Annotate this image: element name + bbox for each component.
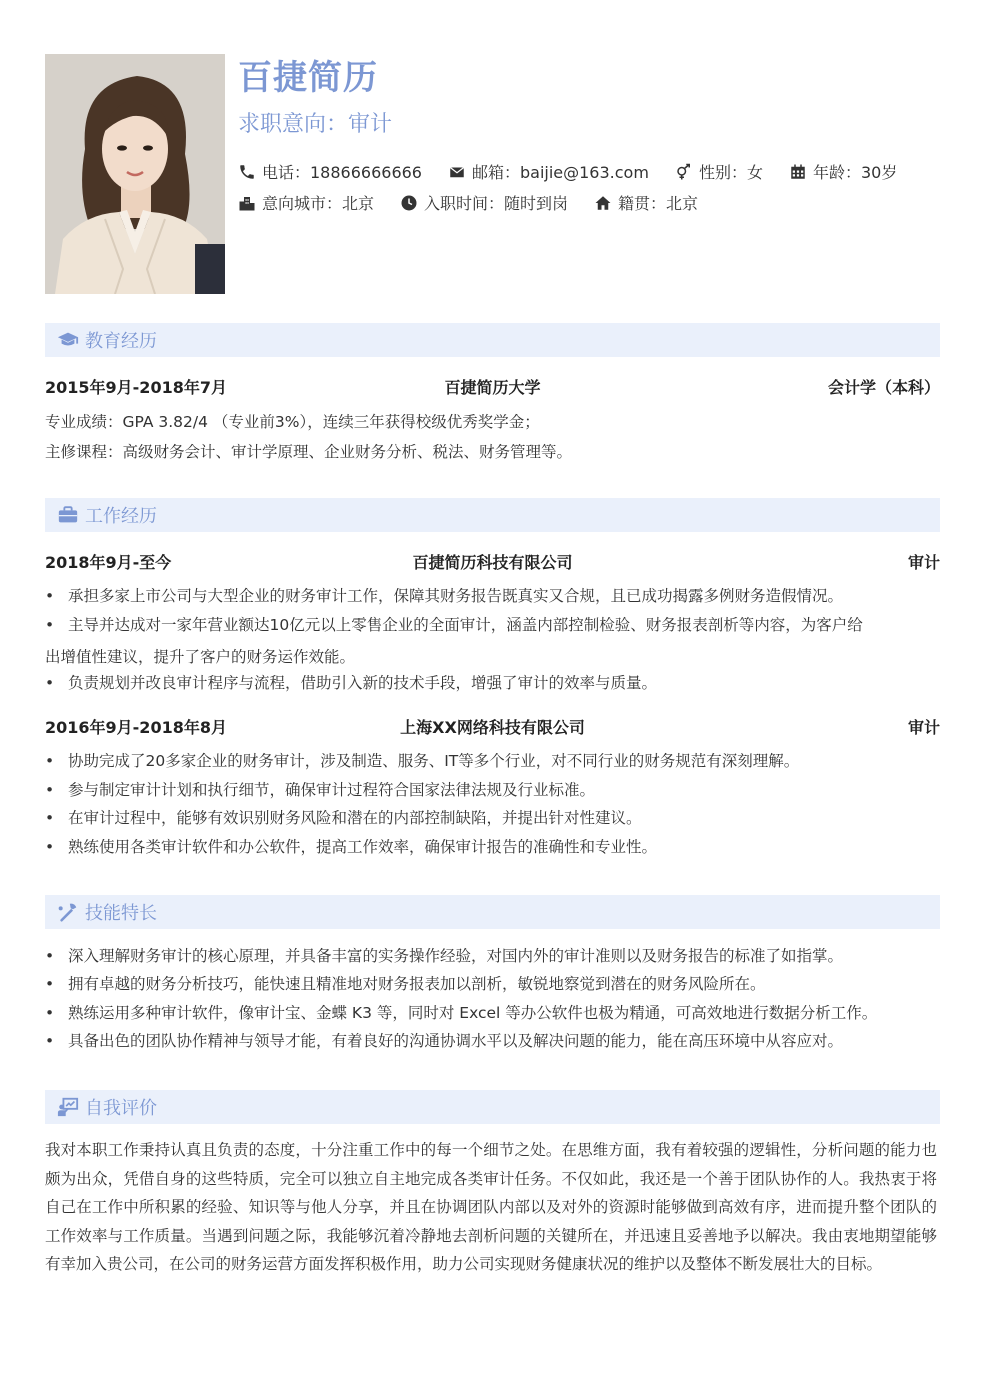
section-title-education: 教育经历 bbox=[85, 331, 157, 352]
contact-email-text: 邮箱：baijie@163.com bbox=[471, 163, 649, 182]
resume-name: 百捷简历 bbox=[238, 58, 378, 98]
work-bullet: • 协助完成了20多家企业的财务审计，涉及制造、服务、IT等多个行业，对不同行业的财务规范有深刻理解。 bbox=[45, 752, 800, 770]
work-bullet: • 负责规划并改良审计程序与流程，借助引入新的技术手段，增强了审计的效率与质量。 bbox=[45, 674, 658, 692]
work-entry bbox=[45, 715, 940, 739]
skill-bullet: • 深入理解财务审计的核心原理，并具备丰富的实务操作经验，对国内外的审计准则以及财务报告的标准了如指掌。 bbox=[45, 947, 844, 965]
work-bullet: • 主导并达成对一家年营业额达10亿元以上零售企业的全面审计，涵盖内部控制检验、财务报表剖析等内容，为客户给 bbox=[45, 616, 863, 634]
briefcase-icon bbox=[57, 504, 79, 526]
work-company: 上海XX网络科技有限公司 bbox=[400, 718, 585, 737]
contact-age bbox=[789, 160, 897, 183]
section-title-self-eval: 自我评价 bbox=[85, 1098, 157, 1119]
contact-hometown bbox=[594, 191, 698, 214]
gender-icon bbox=[675, 163, 693, 181]
city-icon bbox=[238, 194, 256, 212]
job-intent bbox=[238, 107, 392, 138]
education-period: 2015年9月-2018年7月 bbox=[45, 378, 227, 397]
self-eval-paragraph: 我对本职工作秉持认真且负责的态度，十分注重工作中的每一个细节之处。在思维方面，我有着较强的逻辑性，分析问题的能力也颇为出众，凭借自身的这些特质，完全可以独立自主地完成各类审计任务。不仅如此，我还是一个善于团队协作的人。我热衷于将自己在工作中所积累的经验、知识等与他人分享，并且在协调团队内部以及对外的资源时能够做到高效有序，进而提升整个团队的工作效率与工作质量。当遇到问题之际，我能够沉着冷静地去剖析问题的关键所在，并迅速且妥善地予以解决。我由衷地期望能够有幸加入贵公司，在公司的财务运营方面发挥积极作用，助力公司实现财务健康状况的维护以及整体不断发展壮大的目标。 bbox=[45, 1141, 937, 1274]
education-school: 百捷简历大学 bbox=[444, 378, 541, 397]
work-role: 审计 bbox=[907, 553, 940, 572]
education-line: 主修课程：高级财务会计、审计学原理、企业财务分析、税法、财务管理等。 bbox=[45, 443, 573, 461]
contact-start-time bbox=[400, 191, 568, 214]
skill-bullet: • 熟练运用多种审计软件，像审计宝、金蝶 K3 等，同时对 Excel 等办公软件也极为精通，可高效地进行数据分析工作。 bbox=[45, 1004, 878, 1022]
skill-bullet: • 具备出色的团队协作精神与领导才能，有着良好的沟通协调水平以及解决问题的能力，能在高压环境中从容应对。 bbox=[45, 1032, 844, 1050]
contact-city bbox=[238, 191, 374, 214]
work-bullet: • 在审计过程中，能够有效识别财务风险和潜在的内部控制缺陷，并提出针对性建议。 bbox=[45, 809, 642, 827]
calendar-icon bbox=[789, 163, 807, 181]
mail-icon bbox=[448, 163, 466, 181]
work-bullet: • 承担多家上市公司与大型企业的财务审计工作，保障其财务报告既真实又合规，且已成功揭露多例财务造假情况。 bbox=[45, 587, 844, 605]
job-intent-label: 求职意向： bbox=[238, 112, 349, 137]
section-header-self-eval bbox=[45, 1090, 940, 1124]
presentation-icon bbox=[57, 1096, 79, 1118]
work-role: 审计 bbox=[907, 718, 940, 737]
section-header-skills bbox=[45, 895, 940, 929]
education-line: 专业成绩：GPA 3.82/4 （专业前3%），连续三年获得校级优秀奖学金； bbox=[45, 413, 540, 431]
clock-icon bbox=[400, 194, 418, 212]
section-title-work: 工作经历 bbox=[85, 506, 157, 527]
work-bullet: • 熟练使用各类审计软件和办公软件，提高工作效率，确保审计报告的准确性和专业性。 bbox=[45, 838, 658, 856]
contact-city-text: 意向城市：北京 bbox=[262, 194, 375, 213]
contact-email bbox=[448, 160, 649, 183]
education-entry bbox=[45, 375, 940, 399]
contact-gender-text: 性别：女 bbox=[698, 163, 763, 182]
home-icon bbox=[594, 194, 612, 212]
profile-photo bbox=[45, 54, 225, 294]
work-period: 2016年9月-2018年8月 bbox=[45, 718, 227, 737]
section-header-education bbox=[45, 323, 940, 357]
contact-row-1 bbox=[238, 160, 923, 183]
contact-gender bbox=[675, 160, 763, 183]
contact-hometown-text: 籍贯：北京 bbox=[618, 194, 699, 213]
contact-phone bbox=[238, 160, 422, 183]
contact-age-text: 年龄：30岁 bbox=[812, 163, 898, 182]
job-intent-value: 审计 bbox=[348, 112, 393, 137]
work-entry bbox=[45, 550, 940, 574]
section-header-work bbox=[45, 498, 940, 532]
wrench-icon bbox=[57, 901, 79, 923]
graduation-cap-icon bbox=[57, 329, 79, 351]
contact-row-2 bbox=[238, 191, 724, 214]
work-bullet: • 参与制定审计计划和执行细节，确保审计过程符合国家法律法规及行业标准。 bbox=[45, 781, 596, 799]
work-bullet-continuation: 出增值性建议，提升了客户的财务运作效能。 bbox=[45, 648, 356, 666]
contact-phone-text: 电话：18866666666 bbox=[262, 163, 422, 182]
work-period: 2018年9月-至今 bbox=[45, 553, 172, 572]
skill-bullet: • 拥有卓越的财务分析技巧，能快速且精准地对财务报表加以剖析，敏锐地察觉到潜在的财务风险所在。 bbox=[45, 975, 766, 993]
phone-icon bbox=[238, 163, 256, 181]
section-title-skills: 技能特长 bbox=[85, 903, 157, 924]
contact-start-time-text: 入职时间：随时到岗 bbox=[424, 194, 569, 213]
work-company: 百捷简历科技有限公司 bbox=[412, 553, 573, 572]
education-major: 会计学（本科） bbox=[827, 378, 940, 397]
